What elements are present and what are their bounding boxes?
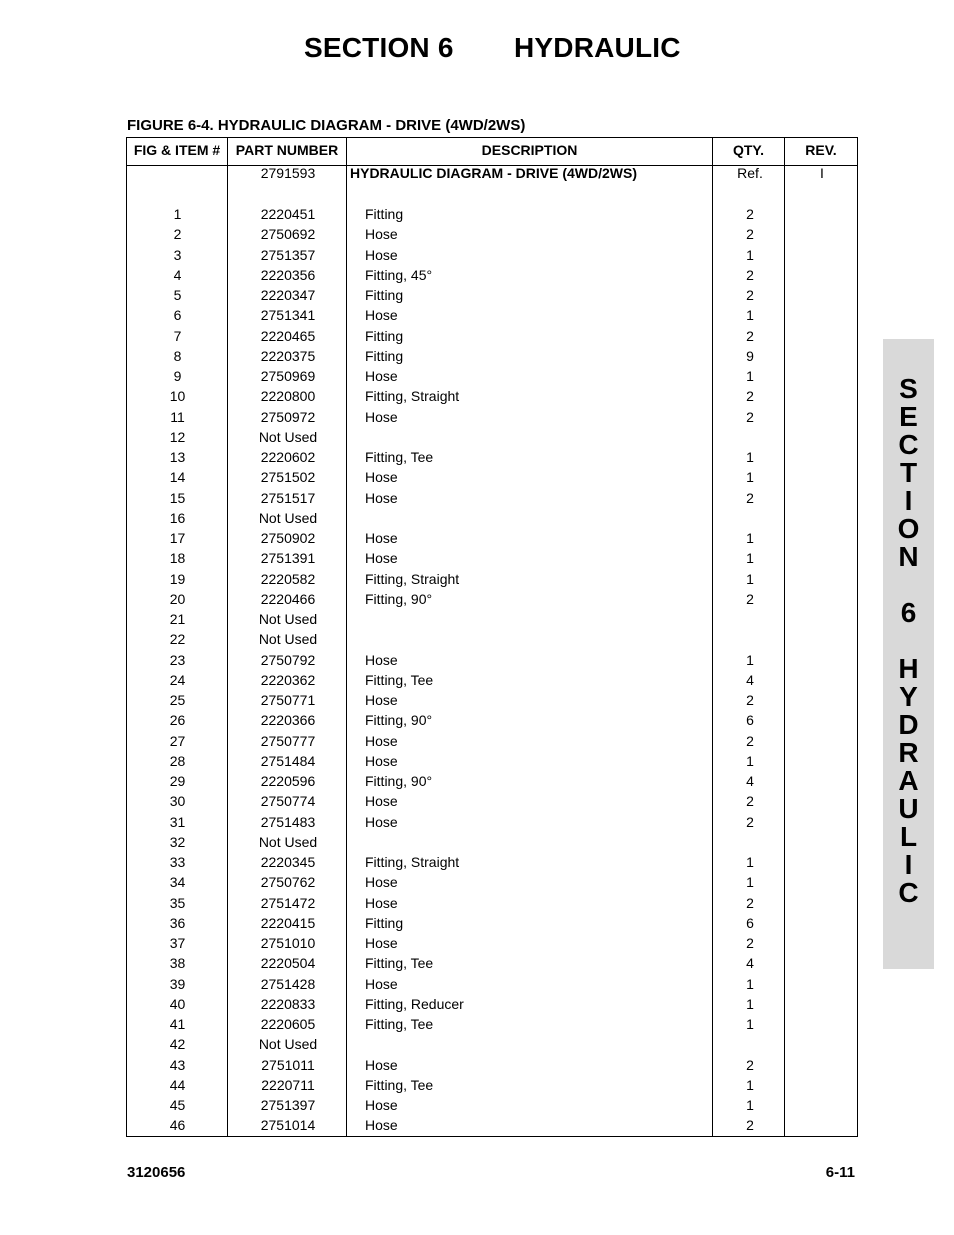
- description: Fitting: [365, 327, 404, 344]
- quantity: 1: [746, 1076, 754, 1093]
- part-number: 2220582: [260, 570, 316, 587]
- description: HYDRAULIC DIAGRAM - DRIVE (4WD/2WS): [350, 165, 637, 181]
- table-row: [127, 305, 857, 325]
- description: Hose: [365, 935, 398, 951]
- item-number: 44: [169, 1076, 186, 1093]
- item-number: 30: [169, 793, 186, 810]
- side-tab-letter: I: [904, 485, 913, 516]
- description: Fitting, Straight: [365, 854, 460, 870]
- header-fig-item: FIG & ITEM #: [133, 142, 221, 158]
- item-number: 43: [169, 1056, 186, 1073]
- table-row: [127, 670, 857, 690]
- description: Hose: [365, 307, 398, 324]
- part-number: 2220466: [260, 590, 316, 607]
- quantity: 6: [746, 712, 754, 729]
- table-row: [127, 366, 857, 386]
- table-row: [127, 812, 857, 832]
- table-row: [127, 913, 857, 933]
- table-row: [127, 467, 857, 487]
- item-number: 9: [173, 368, 182, 384]
- quantity: 1: [746, 995, 754, 1012]
- table-row: [127, 1055, 857, 1075]
- quantity: 2: [746, 1056, 754, 1073]
- quantity: 4: [746, 955, 754, 972]
- item-number: 11: [170, 408, 185, 425]
- quantity: 1: [746, 975, 754, 992]
- item-number: 33: [169, 854, 186, 870]
- quantity: 1: [746, 1097, 754, 1113]
- table-row: [127, 690, 857, 710]
- table-row: [127, 974, 857, 994]
- part-number: 2751014: [260, 1117, 316, 1134]
- description: Hose: [365, 732, 398, 749]
- quantity: 2: [746, 388, 754, 405]
- part-number: Not Used: [258, 611, 318, 627]
- item-number: 5: [173, 287, 182, 303]
- part-number: 2220356: [260, 266, 316, 283]
- part-number: 2751010: [260, 935, 316, 951]
- table-row: [127, 872, 857, 892]
- table-row: [127, 1014, 857, 1034]
- quantity: 1: [746, 854, 754, 870]
- part-number: 2220596: [260, 773, 316, 789]
- table-row: [127, 245, 857, 265]
- description: Hose: [365, 226, 398, 243]
- item-number: 35: [169, 894, 186, 911]
- table-row: [127, 893, 857, 913]
- revision: I: [820, 165, 824, 181]
- header-description: DESCRIPTION: [481, 142, 578, 158]
- item-number: 12: [169, 428, 186, 445]
- description: Fitting, Tee: [365, 671, 434, 688]
- item-number: 3: [173, 246, 182, 263]
- table-row: [127, 791, 857, 811]
- quantity: 2: [746, 935, 754, 951]
- quantity: 2: [746, 1117, 754, 1134]
- description: Fitting: [365, 287, 404, 303]
- part-number: 2751011: [261, 1056, 315, 1073]
- section-title: HYDRAULIC: [514, 32, 681, 63]
- part-number: 2220347: [260, 287, 316, 303]
- item-number: 37: [169, 935, 186, 951]
- table-row: [127, 751, 857, 771]
- part-number: 2750902: [260, 530, 316, 546]
- table-row: [127, 1034, 857, 1054]
- table-row: [127, 650, 857, 670]
- part-number: 2750774: [260, 793, 316, 810]
- table-row: [127, 771, 857, 791]
- part-number: 2791593: [260, 165, 316, 181]
- description: Hose: [365, 793, 398, 810]
- description: Fitting: [365, 347, 404, 364]
- part-number: 2751357: [260, 246, 316, 263]
- item-number: 8: [173, 347, 182, 364]
- table-row: [127, 1095, 857, 1115]
- part-number: 2750762: [260, 874, 316, 891]
- table-header: [127, 138, 857, 166]
- page-number: 6-11: [825, 1164, 855, 1181]
- part-number: 2220362: [260, 671, 316, 688]
- header-qty: QTY.: [732, 142, 765, 158]
- description: Hose: [365, 752, 398, 769]
- description: Hose: [365, 489, 398, 506]
- table-row: [127, 447, 857, 467]
- quantity: 1: [746, 368, 754, 384]
- quantity: 1: [746, 469, 754, 486]
- part-number: 2750777: [260, 732, 316, 749]
- part-number: Not Used: [258, 509, 318, 526]
- part-number: 2220465: [260, 327, 316, 344]
- table-row: [127, 346, 857, 366]
- description: Hose: [365, 651, 398, 668]
- part-number: 2220833: [260, 995, 316, 1012]
- table-row: [127, 933, 857, 953]
- quantity: 1: [746, 570, 754, 587]
- part-number: 2220602: [260, 449, 316, 465]
- description: Hose: [365, 469, 398, 486]
- item-number: 23: [169, 651, 186, 668]
- table-row: [127, 953, 857, 973]
- table-row: [127, 832, 857, 852]
- part-number: 2751397: [260, 1097, 316, 1113]
- table-row: [127, 994, 857, 1014]
- quantity: 2: [746, 894, 754, 911]
- table-row: [127, 629, 857, 649]
- item-number: 29: [169, 773, 186, 789]
- description: Hose: [365, 246, 398, 263]
- quantity: 2: [746, 489, 754, 506]
- quantity: 2: [746, 327, 754, 344]
- part-number: 2750692: [260, 226, 316, 243]
- description: Fitting, Tee: [365, 1076, 434, 1093]
- part-number: 2220345: [260, 854, 316, 870]
- item-number: 41: [169, 1016, 186, 1032]
- table-row: [127, 852, 857, 872]
- description: Hose: [365, 813, 398, 830]
- quantity: 2: [746, 206, 754, 222]
- side-tab-letter: Y: [899, 681, 918, 712]
- item-number: 32: [169, 833, 186, 850]
- item-number: 14: [169, 469, 186, 486]
- description: Hose: [365, 1097, 398, 1113]
- description: Hose: [365, 530, 398, 546]
- header-rev: REV.: [805, 142, 837, 158]
- section-side-tab: [883, 339, 934, 969]
- quantity: 2: [746, 813, 754, 830]
- side-tab-letter: C: [898, 429, 919, 460]
- part-number: 2751517: [260, 489, 316, 506]
- description: Hose: [365, 975, 398, 992]
- table-row: [127, 548, 857, 568]
- table-row: [127, 528, 857, 548]
- part-number: 2220375: [260, 347, 316, 364]
- item-number: 40: [169, 995, 186, 1012]
- part-number: 2751391: [260, 550, 316, 567]
- quantity: 2: [746, 226, 754, 243]
- part-number: 2220800: [260, 388, 316, 405]
- description: Fitting, 45°: [365, 266, 433, 283]
- part-number: 2220451: [260, 206, 316, 222]
- description: Hose: [365, 692, 398, 708]
- item-number: 17: [169, 530, 186, 546]
- quantity: 9: [746, 347, 754, 364]
- quantity: 1: [746, 550, 754, 567]
- item-number: 34: [169, 874, 186, 891]
- item-number: 10: [169, 388, 186, 405]
- part-number: 2220415: [260, 914, 316, 931]
- part-number: 2220366: [260, 712, 316, 729]
- description: Fitting, Reducer: [365, 995, 464, 1012]
- item-number: 15: [169, 489, 186, 506]
- side-tab-letter: U: [898, 793, 919, 824]
- item-number: 27: [169, 732, 186, 749]
- item-number: 36: [169, 914, 186, 931]
- description: Hose: [365, 894, 398, 911]
- description: Fitting, Straight: [365, 570, 460, 587]
- item-number: 1: [173, 206, 182, 222]
- part-number: 2751472: [260, 894, 316, 911]
- side-tab-letter: S: [899, 373, 918, 404]
- table-row: [127, 589, 857, 609]
- description: Fitting, 90°: [365, 590, 433, 607]
- item-number: 7: [173, 327, 182, 344]
- side-tab-letter: A: [898, 765, 919, 796]
- side-tab-letter: D: [898, 709, 919, 740]
- side-tab-letter: E: [899, 401, 918, 432]
- item-number: 21: [169, 611, 186, 627]
- description: Hose: [365, 1056, 398, 1073]
- side-tab-letter: H: [898, 653, 919, 684]
- item-number: 16: [169, 509, 186, 526]
- description: Hose: [365, 550, 398, 567]
- part-number: 2751341: [260, 307, 316, 324]
- item-number: 13: [169, 449, 186, 465]
- side-tab-letter: O: [897, 513, 920, 544]
- side-tab-letter: C: [898, 877, 919, 908]
- part-number: Not Used: [258, 428, 318, 445]
- part-number: 2220711: [261, 1076, 315, 1093]
- quantity: 1: [746, 530, 754, 546]
- item-number: 38: [169, 955, 186, 972]
- item-number: 19: [169, 570, 186, 587]
- part-number: 2750771: [260, 692, 316, 708]
- item-number: 26: [169, 712, 186, 729]
- side-tab-letter: N: [898, 541, 919, 572]
- table-row: [127, 427, 857, 447]
- quantity: 1: [746, 246, 754, 263]
- part-number: Not Used: [258, 833, 318, 850]
- description: Fitting, Straight: [365, 388, 460, 405]
- side-tab-letter: I: [904, 849, 913, 880]
- description: Fitting, 90°: [365, 773, 433, 789]
- part-number: 2750969: [260, 368, 316, 384]
- table-row: [127, 407, 857, 427]
- item-number: 31: [169, 813, 186, 830]
- quantity: 2: [746, 590, 754, 607]
- item-number: 28: [169, 752, 186, 769]
- table-row: [127, 285, 857, 305]
- table-row: [127, 326, 857, 346]
- table-row: [127, 488, 857, 508]
- description: Hose: [365, 1117, 398, 1134]
- item-number: 2: [173, 226, 182, 243]
- side-tab-letter: R: [898, 737, 919, 768]
- description: Hose: [365, 874, 398, 891]
- quantity: 2: [746, 266, 754, 283]
- table-row: [127, 609, 857, 629]
- table-row: [127, 386, 857, 406]
- quantity: 2: [746, 408, 754, 425]
- quantity: 1: [746, 449, 754, 465]
- item-number: 25: [169, 692, 186, 708]
- quantity: 2: [746, 732, 754, 749]
- description: Fitting: [365, 206, 404, 222]
- table-row: [127, 204, 857, 224]
- document-number: 3120656: [127, 1164, 186, 1181]
- item-number: 46: [169, 1117, 186, 1134]
- part-number: Not Used: [258, 1036, 318, 1053]
- table-row: [127, 569, 857, 589]
- item-number: 22: [169, 631, 186, 648]
- item-number: 42: [169, 1036, 186, 1053]
- side-tab-letter: 6: [900, 597, 917, 628]
- section-number: SECTION 6: [304, 32, 454, 63]
- description: Fitting, 90°: [365, 712, 433, 729]
- quantity: 1: [746, 752, 754, 769]
- item-number: 45: [169, 1097, 186, 1113]
- description: Hose: [365, 408, 398, 425]
- part-number: Not Used: [258, 631, 318, 648]
- part-number: 2751484: [260, 752, 316, 769]
- table-row: [127, 265, 857, 285]
- table-row: [127, 1075, 857, 1095]
- header-part-number: PART NUMBER: [235, 142, 339, 158]
- table-row: [127, 731, 857, 751]
- description: Fitting, Tee: [365, 1016, 434, 1032]
- side-tab-letter: T: [899, 457, 918, 488]
- quantity: 1: [746, 874, 754, 891]
- description: Fitting: [365, 914, 404, 931]
- description: Fitting, Tee: [365, 955, 434, 972]
- quantity: 2: [746, 287, 754, 303]
- side-tab-letter: L: [899, 821, 918, 852]
- quantity: 2: [746, 793, 754, 810]
- item-number: 39: [169, 975, 186, 992]
- quantity: 1: [746, 1016, 754, 1032]
- part-number: 2751483: [260, 813, 316, 830]
- assembly-row: [127, 163, 857, 183]
- part-number: 2220504: [260, 955, 316, 972]
- part-number: 2750792: [260, 651, 316, 668]
- part-number: 2751502: [260, 469, 316, 486]
- item-number: 20: [169, 590, 186, 607]
- part-number: 2751428: [260, 975, 316, 992]
- table-row: [127, 224, 857, 244]
- quantity: 6: [746, 914, 754, 931]
- parts-table: [126, 137, 858, 1137]
- table-row: [127, 1115, 857, 1135]
- item-number: 18: [169, 550, 186, 567]
- figure-caption: FIGURE 6-4. HYDRAULIC DIAGRAM - DRIVE (4WD/2WS): [127, 117, 526, 134]
- table-row: [127, 710, 857, 730]
- quantity: 4: [746, 671, 754, 688]
- quantity: 2: [746, 692, 754, 708]
- item-number: 4: [173, 266, 182, 283]
- table-row: [127, 508, 857, 528]
- description: Hose: [365, 368, 398, 384]
- part-number: 2220605: [260, 1016, 316, 1032]
- quantity: 1: [746, 651, 754, 668]
- part-number: 2750972: [260, 408, 316, 425]
- quantity: 4: [746, 773, 754, 789]
- quantity: 1: [746, 307, 754, 324]
- item-number: 6: [173, 307, 182, 324]
- item-number: 24: [169, 671, 186, 688]
- quantity: Ref.: [737, 165, 763, 181]
- description: Fitting, Tee: [365, 449, 434, 465]
